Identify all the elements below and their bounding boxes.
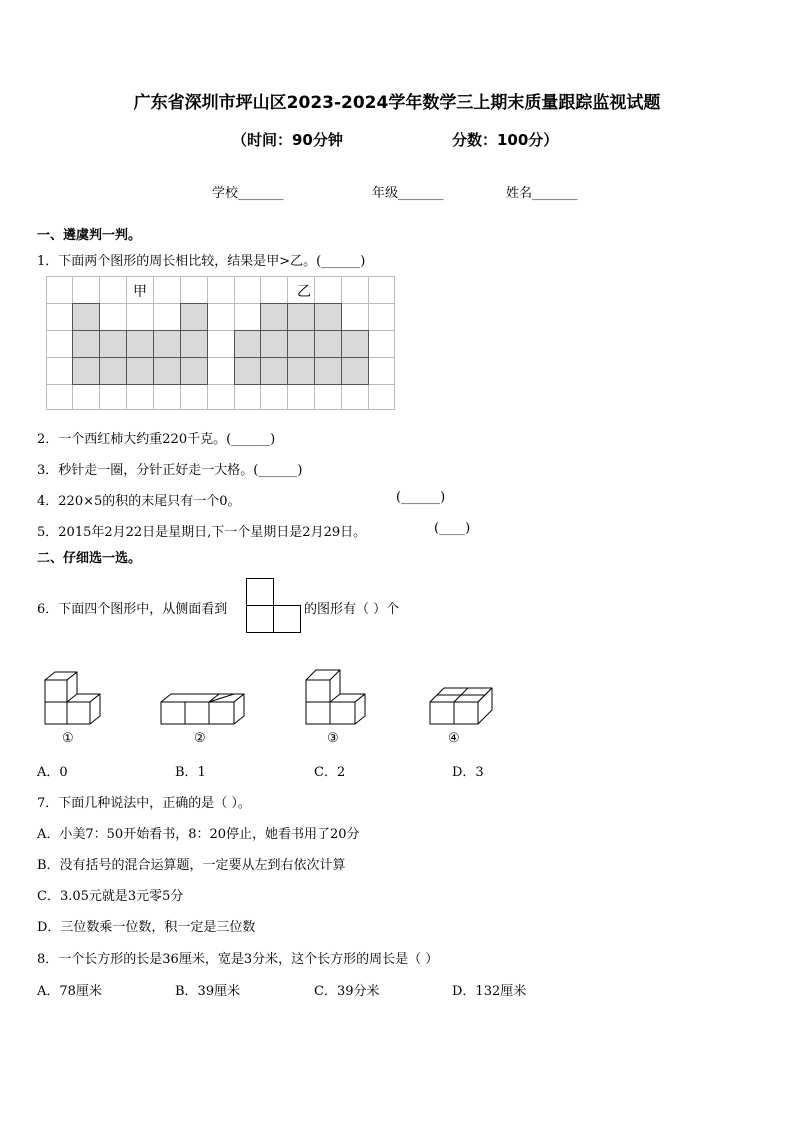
q6-option-b[interactable]: B．1 (175, 765, 206, 780)
label-jia: 甲 (133, 284, 147, 300)
grade-field[interactable]: 年级_______ (372, 186, 444, 201)
q8-option-a[interactable]: A．78厘米 (37, 984, 102, 999)
figure-label-4: ④ (448, 731, 460, 746)
cube-figure-2 (161, 694, 244, 724)
question-8: 8．一个长方形的长是36厘米，宽是3分米，这个长方形的周长是（ ） (37, 952, 439, 967)
name-field[interactable]: 姓名_______ (506, 186, 578, 201)
q6-cube-figures (40, 665, 500, 727)
shape-jia (73, 304, 208, 385)
question-4-blank[interactable]: (______) (396, 490, 446, 505)
page-title: 广东省深圳市坪山区2023-2024学年数学三上期末质量跟踪监视试题 (133, 93, 661, 113)
q7-option-c[interactable]: C．3.05元就是3元零5分 (37, 889, 184, 904)
q6-option-c[interactable]: C．2 (314, 765, 346, 780)
exam-time: （时间：90分钟 (232, 131, 343, 149)
question-2: 2．一个西红柿大约重220千克。(______) (37, 432, 276, 447)
question-5: 5．2015年2月22日是星期日,下一个星期日是2月29日。 (37, 525, 367, 540)
cube-figure-1 (45, 672, 100, 724)
label-yi: 乙 (297, 284, 311, 300)
exam-score: 分数：100分） (452, 131, 559, 149)
cube-figure-3 (306, 670, 365, 724)
q8-option-c[interactable]: C．39分米 (314, 984, 380, 999)
school-field[interactable]: 学校_______ (212, 186, 284, 201)
figure-label-1: ① (62, 731, 74, 746)
q8-option-d[interactable]: D．132厘米 (452, 984, 527, 999)
question-6-prefix: 6．下面四个图形中，从侧面看到 (37, 602, 228, 617)
question-3: 3．秒针走一圈，分针正好走一大格。(______) (37, 463, 303, 478)
q1-grid-figure (46, 276, 396, 412)
section-1-heading: 一、遴虞判一判。 (37, 228, 142, 243)
shape-yi (235, 304, 369, 385)
q6-option-d[interactable]: D．3 (452, 765, 484, 780)
q7-option-d[interactable]: D．三位数乘一位数，积一定是三位数 (37, 920, 256, 935)
cube-figure-4 (430, 688, 492, 724)
figure-label-2: ② (194, 731, 206, 746)
q8-option-b[interactable]: B．39厘米 (175, 984, 241, 999)
figure-label-3: ③ (327, 731, 339, 746)
q7-option-b[interactable]: B．没有括号的混合运算题，一定要从左到右依次计算 (37, 858, 346, 873)
question-4: 4．220×5的积的末尾只有一个0。 (37, 494, 241, 509)
q6-side-view-figure (246, 578, 302, 634)
question-5-blank[interactable]: (____) (434, 521, 471, 536)
section-2-heading: 二、仔细选一选。 (37, 551, 142, 566)
q6-option-a[interactable]: A．0 (37, 765, 68, 780)
question-6-suffix: 的图形有（ ）个 (304, 602, 400, 617)
question-1: 1．下面两个图形的周长相比较，结果是甲>乙。(______) (37, 254, 366, 269)
q7-option-a[interactable]: A．小美7：50开始看书，8：20停止，她看书用了20分 (37, 827, 360, 842)
question-7: 7．下面几种说法中，正确的是（ ）。 (37, 796, 251, 811)
